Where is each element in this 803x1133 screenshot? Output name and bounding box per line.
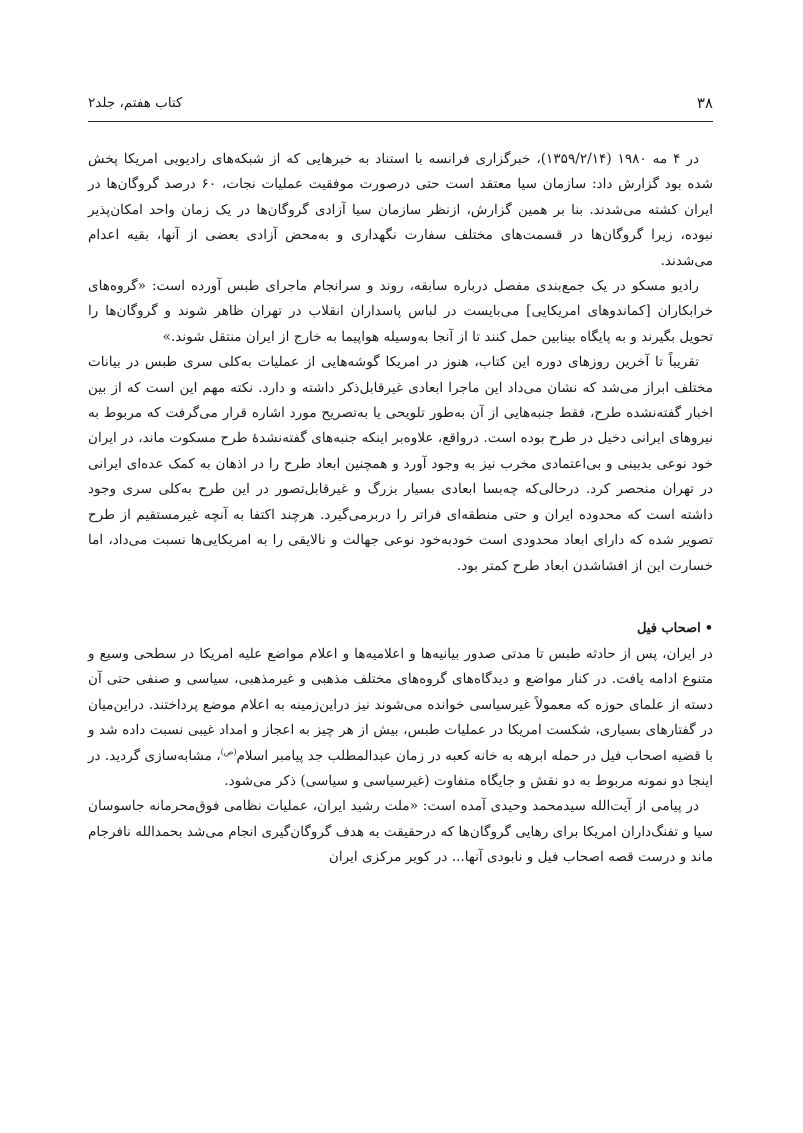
paragraph-2: رادیو مسکو در یک جمع‌بندی مفصل درباره سابقه، روند و سرانجام ماجرای طبس آورده است: «گروه‌های خرابکاران [کماندوهای امریکایی] می‌بایست در لباس پاسداران انقلاب در تهران ظاهر شوند و گروگان‌ها را تحویل بگیرند و به پایگاه بینابین حمل کنند تا از آنجا به‌وسیله هواپیما به خارج از ایران منتقل شوند.» xyxy=(88,278,713,345)
section-paragraph-2: در پیامی از آیت‌الله سیدمحمد وحیدی آمده است: «ملت رشید ایران، عملیات نظامی فوق‌محرمانه جاسوسان سیا و تفنگ‌داران امریکا برای رهایی گروگان‌ها که درحقیقت به هدف گروگان‌گیری انجام می‌شد بحمدالله نافرجام ماند و درست قصه اصحاب فیل و نابودی آنها... در کویر مرکزی ایران xyxy=(88,798,713,866)
section-heading-text: اصحاب فیل xyxy=(636,620,701,636)
page-body xyxy=(88,147,713,871)
honorific-superscript: (ص) xyxy=(220,747,237,756)
page-header xyxy=(88,92,713,116)
paragraph-3: تقریباً تا آخرین روزهای دوره این کتاب، هنوز در امریکا گوشه‌هایی از عملیات به‌کلی سری طبس در بیانات مختلف ابراز می‌شد که نشان می‌داد این ماجرا ابعادی غیرقابل‌ذکر داشته و دارد. نکته مهم این است که از بین اخبار گفته‌نشده طرح، فقط جنبه‌هایی از آن به‌طور تلویحی یا به‌تصریح مورد اشاره قرار می‌گرفت که مربوط به نیروهای ایرانی دخیل در طرح بوده است. درواقع، علاوه‌بر اینکه جنبه‌های گفته‌نشدهٔ طرح مسکوت ماند، در ایران خود نوعی بدبینی و بی‌اعتمادی مخرب نیز به وجود آورد و همچنین ابعاد طرح را در اذهان به کمک عده‌ای ایرانی در تهران منحصر کرد. درحالی‌که چه‌بسا ابعادی بسیار بزرگ و غیرقابل‌تصور در این طرح به‌کلی سری وجود داشته است که محدوده ایران و حتی منطقه‌ای فراتر را دربرمی‌گیرد. هرچند اکتفا به آنچه غیرمستقیم از طرح تصویر شده که دارای ابعاد محدودی است خودبه‌خود نوعی جهالت و نالایقی را به امریکایی‌ها نسبت می‌داد، اما خسارت این از افشاشدن ابعاد طرح کمتر بود. xyxy=(88,354,713,574)
paragraph-1: در ۴ مه ۱۹۸۰ (۱۳۵۹/۲/۱۴)، خبرگزاری فرانسه با استناد به خبرهایی که از شبکه‌های رادیویی امریکا پخش شده بود گزارش داد: سازمان سیا معتقد است حتی درصورت موفقیت عملیات نجات، ۶۰ درصد گروگان‌ها در ایران کشته می‌شدند. بنا بر همین گزارش، ازنظر سازمان سیا آزادی گروگان‌ها در یک زمان واحد امکان‌پذیر نبوده، زیرا گروگان‌ها در قسمت‌های مختلف سفارت نگهداری و به‌محض آزادی بعضی از آنها، بقیه اعدام می‌شدند. xyxy=(88,151,713,269)
section-heading xyxy=(88,618,713,640)
section-paragraph-1-text: در ایران، پس از حادثه طبس تا مدتی صدور بیانیه‌ها و اعلامیه‌ها و اعلام مواضع علیه امریکا در سطحی وسیع و متنوع ادامه یافت. در کنار مواضع و دیدگاه‌های گروه‌های مختلف مذهبی و غیرمذهبی، سیاسی و صنفی حتی آن دسته از علمای حوزه که معمولاً غیرسیاسی خوانده می‌شوند نیز دراین‌زمینه به اعلام موضع پرداختند. دراین‌میان در گفتارهای بسیاری، شکست امریکا در عملیات طبس، بیش از هر چیز به اعجاز و امداد غیبی نسبت داده شد و با قضیه اصحاب فیل در حمله ابرهه به خانه کعبه در زمان عبدالمطلب جد پیامبر اسلام xyxy=(88,645,713,764)
section-paragraph-1-tail: ، مشابه‌سازی گردید. در اینجا دو نمونه مربوط به دو نقش و جایگاه متفاوت (غیرسیاسی و سیاسی) ذکر می‌شود. xyxy=(87,747,713,789)
header-divider xyxy=(88,121,713,122)
section-paragraph-1 xyxy=(88,642,713,794)
bullet-icon: • xyxy=(704,620,713,636)
page-number: ۳۸ xyxy=(696,94,713,112)
running-head: کتاب هفتم، جلد۲ xyxy=(88,95,183,111)
